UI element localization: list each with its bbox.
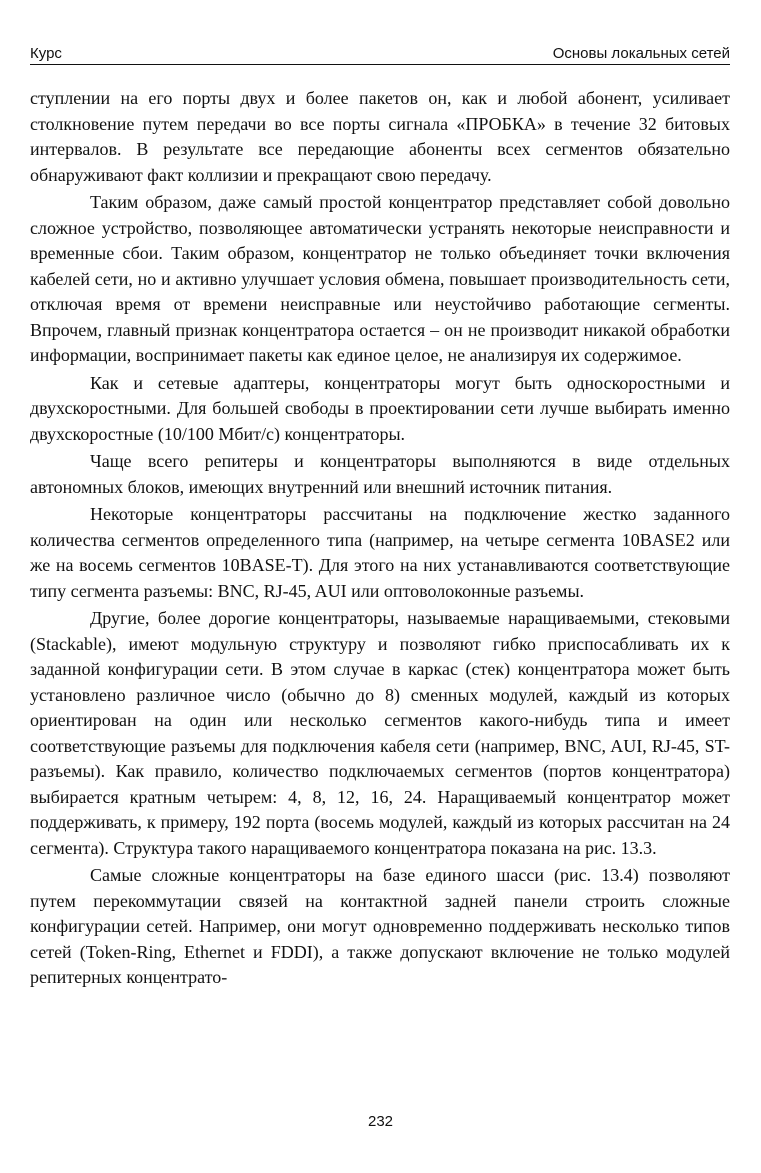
paragraph: Как и сетевые адаптеры, концентраторы могут быть односкоростными и двухскоростными. Для большей свободы в проектировании сети лучше выбирать именно двухскоростные (10/100 Мбит/с) концентраторы. (30, 372, 730, 444)
running-header (30, 38, 730, 65)
page-number: 232 (367, 1113, 394, 1130)
header-course-label: Курс (30, 45, 62, 62)
header-chapter-title: Основы локальных сетей (552, 45, 730, 62)
paragraph: Чаще всего репитеры и концентраторы выполняются в виде отдельных автономных блоков, имеющих внутренний или внешний источник питания. (30, 451, 730, 497)
paragraph: Самые сложные концентраторы на базе единого шасси (рис. 13.4) позволяют путем перекоммутации связей на контактной задней панели строить сложные конфигурации сетей. Например, они могут одновременно поддерживать несколько типов сетей (Token-Ring, Ethernet и FDDI), а также допускают включение не только модулей репитерных концентрато- (30, 865, 730, 987)
paragraph-continued: ступлении на его порты двух и более пакетов он, как и любой абонент, усиливает столкновение путем передачи во все порты сигнала «ПРОБКА» в течение 32 битовых интервалов. В результате все передающие абоненты всех сегментов обязательно обнаруживают факт коллизии и прекращают свою передачу. (30, 88, 730, 185)
paragraph: Другие, более дорогие концентраторы, называемые наращиваемыми, стековыми (Stackable), имеют модульную структуру и позволяют гибко приспосабливать их к заданной конфигурации сети. В этом случае в каркас (стек) концентратора может быть установлено различное число (обычно до 8) сменных модулей, каждый из которых ориентирован на один или несколько сегментов какого-нибудь типа и имеет соответствующие разъемы для подключения кабеля сети (например, BNC, AUI, RJ-45, ST-разъемы). Как правило, количество подключаемых сегментов (портов концентратора) выбирается кратным четырем: 4, 8, 12, 16, 24. Наращиваемый концентратор может поддерживать, к примеру, 192 порта (восемь модулей, каждый из которых рассчитан на 24 сегмента). Структура такого наращиваемого концентратора показана на рис. 13.3. (30, 608, 730, 858)
paragraph: Некоторые концентраторы рассчитаны на подключение жестко заданного количества сегментов определенного типа (например, на четыре сегмента 10BASE2 или же на восемь сегментов 10BASE-T). Для этого на них устанавливаются соответствующие типу сегмента разъемы: BNC, RJ-45, AUI или оптоволоконные разъемы. (30, 504, 730, 601)
body-text (30, 86, 730, 993)
paragraph: Таким образом, даже самый простой концентратор представляет собой довольно сложное устройство, позволяющее автоматически устранять некоторые неисправности и временные сбои. Таким образом, концентратор не только объединяет точки включения кабелей сети, но и активно улучшает условия обмена, повышает производительность сети, отключая время от времени неисправные или неустойчиво работающие сегменты. Впрочем, главный признак концентратора остается – он не производит никакой обработки информации, воспринимает пакеты как единое целое, не анализируя их содержимое. (30, 192, 730, 365)
